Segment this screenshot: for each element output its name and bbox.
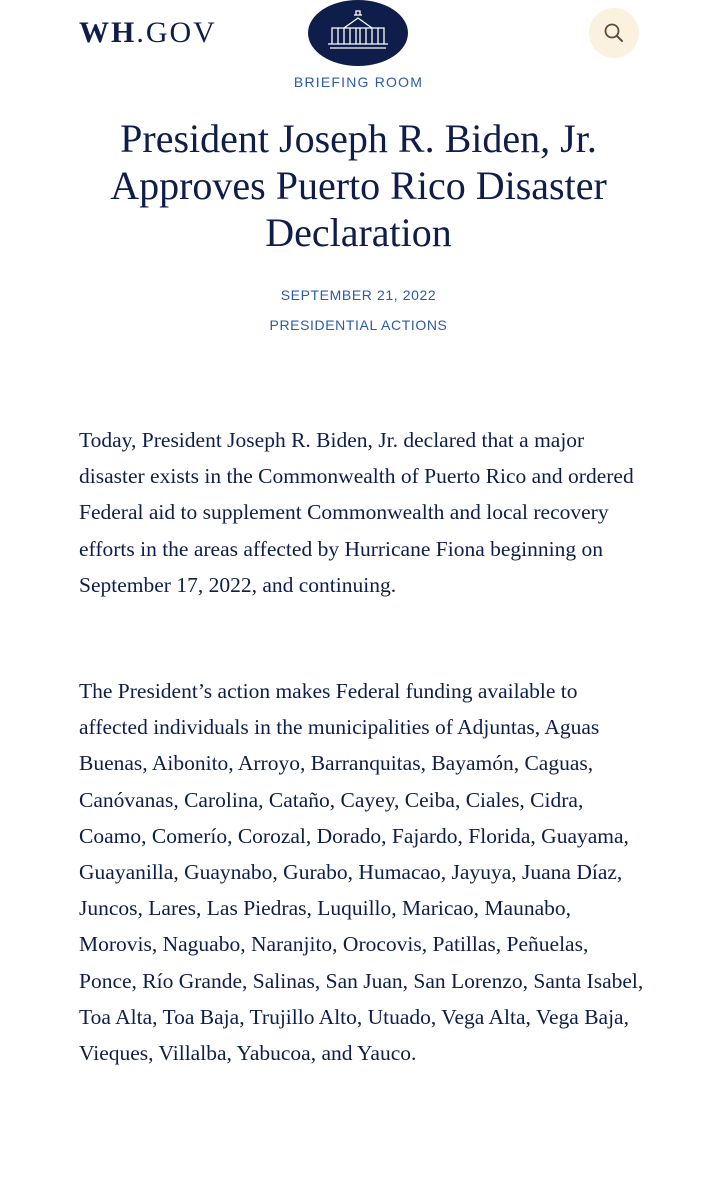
article-date: SEPTEMBER 21, 2022 — [280, 287, 437, 303]
article-paragraph-1: Today, President Joseph R. Biden, Jr. declared that a major disaster exists in the Commonwealth of Puerto Rico and ordered Federal aid to supplement Commonwealth and local recovery efforts in the areas affected by Hurricane Fiona beginning on September 17, 2022, and continuing. — [79, 428, 634, 597]
white-house-icon[interactable] — [308, 0, 408, 66]
search-button[interactable] — [589, 8, 639, 58]
page-title: President Joseph R. Biden, Jr. Approves Puerto Rico Disaster Declaration — [110, 116, 607, 255]
search-icon — [603, 22, 625, 44]
site-header — [0, 0, 717, 100]
logo-rest-text: .GOV — [136, 16, 217, 49]
logo-bold-text: WH — [79, 16, 137, 49]
section-label[interactable]: BRIEFING ROOM — [293, 74, 424, 90]
site-logo-link[interactable] — [79, 16, 217, 50]
article-paragraph-2: The President’s action makes Federal funding available to affected individuals in the municipalities of Adjuntas, Aguas Buenas, Aibonito, Arroyo, Barranquitas, Bayamón, Caguas, Canóvanas, Carolina, Cataño, Cayey, Ceiba, Ciales, Cidra, Coamo, Comerío, Corozal, Dorado, Fajardo, Florida, Guayama, Guayanilla, Guaynabo, Gurabo, Humacao, Jayuya, Juana Díaz, Juncos, Lares, Las Piedras, Luquillo, Maricao, Maunabo, Morovis, Naguabo, Naranjito, Orocovis, Patillas, Peñuelas, Ponce, Río Grande, Salinas, San Juan, San Lorenzo, Santa Isabel, Toa Alta, Toa Baja, Trujillo Alto, Utuado, Vega Alta, Vega Baja, Vieques, Villalba, Yabucoa, and Yauco. — [79, 679, 644, 1066]
article-category-link[interactable]: PRESIDENTIAL ACTIONS — [269, 317, 448, 333]
